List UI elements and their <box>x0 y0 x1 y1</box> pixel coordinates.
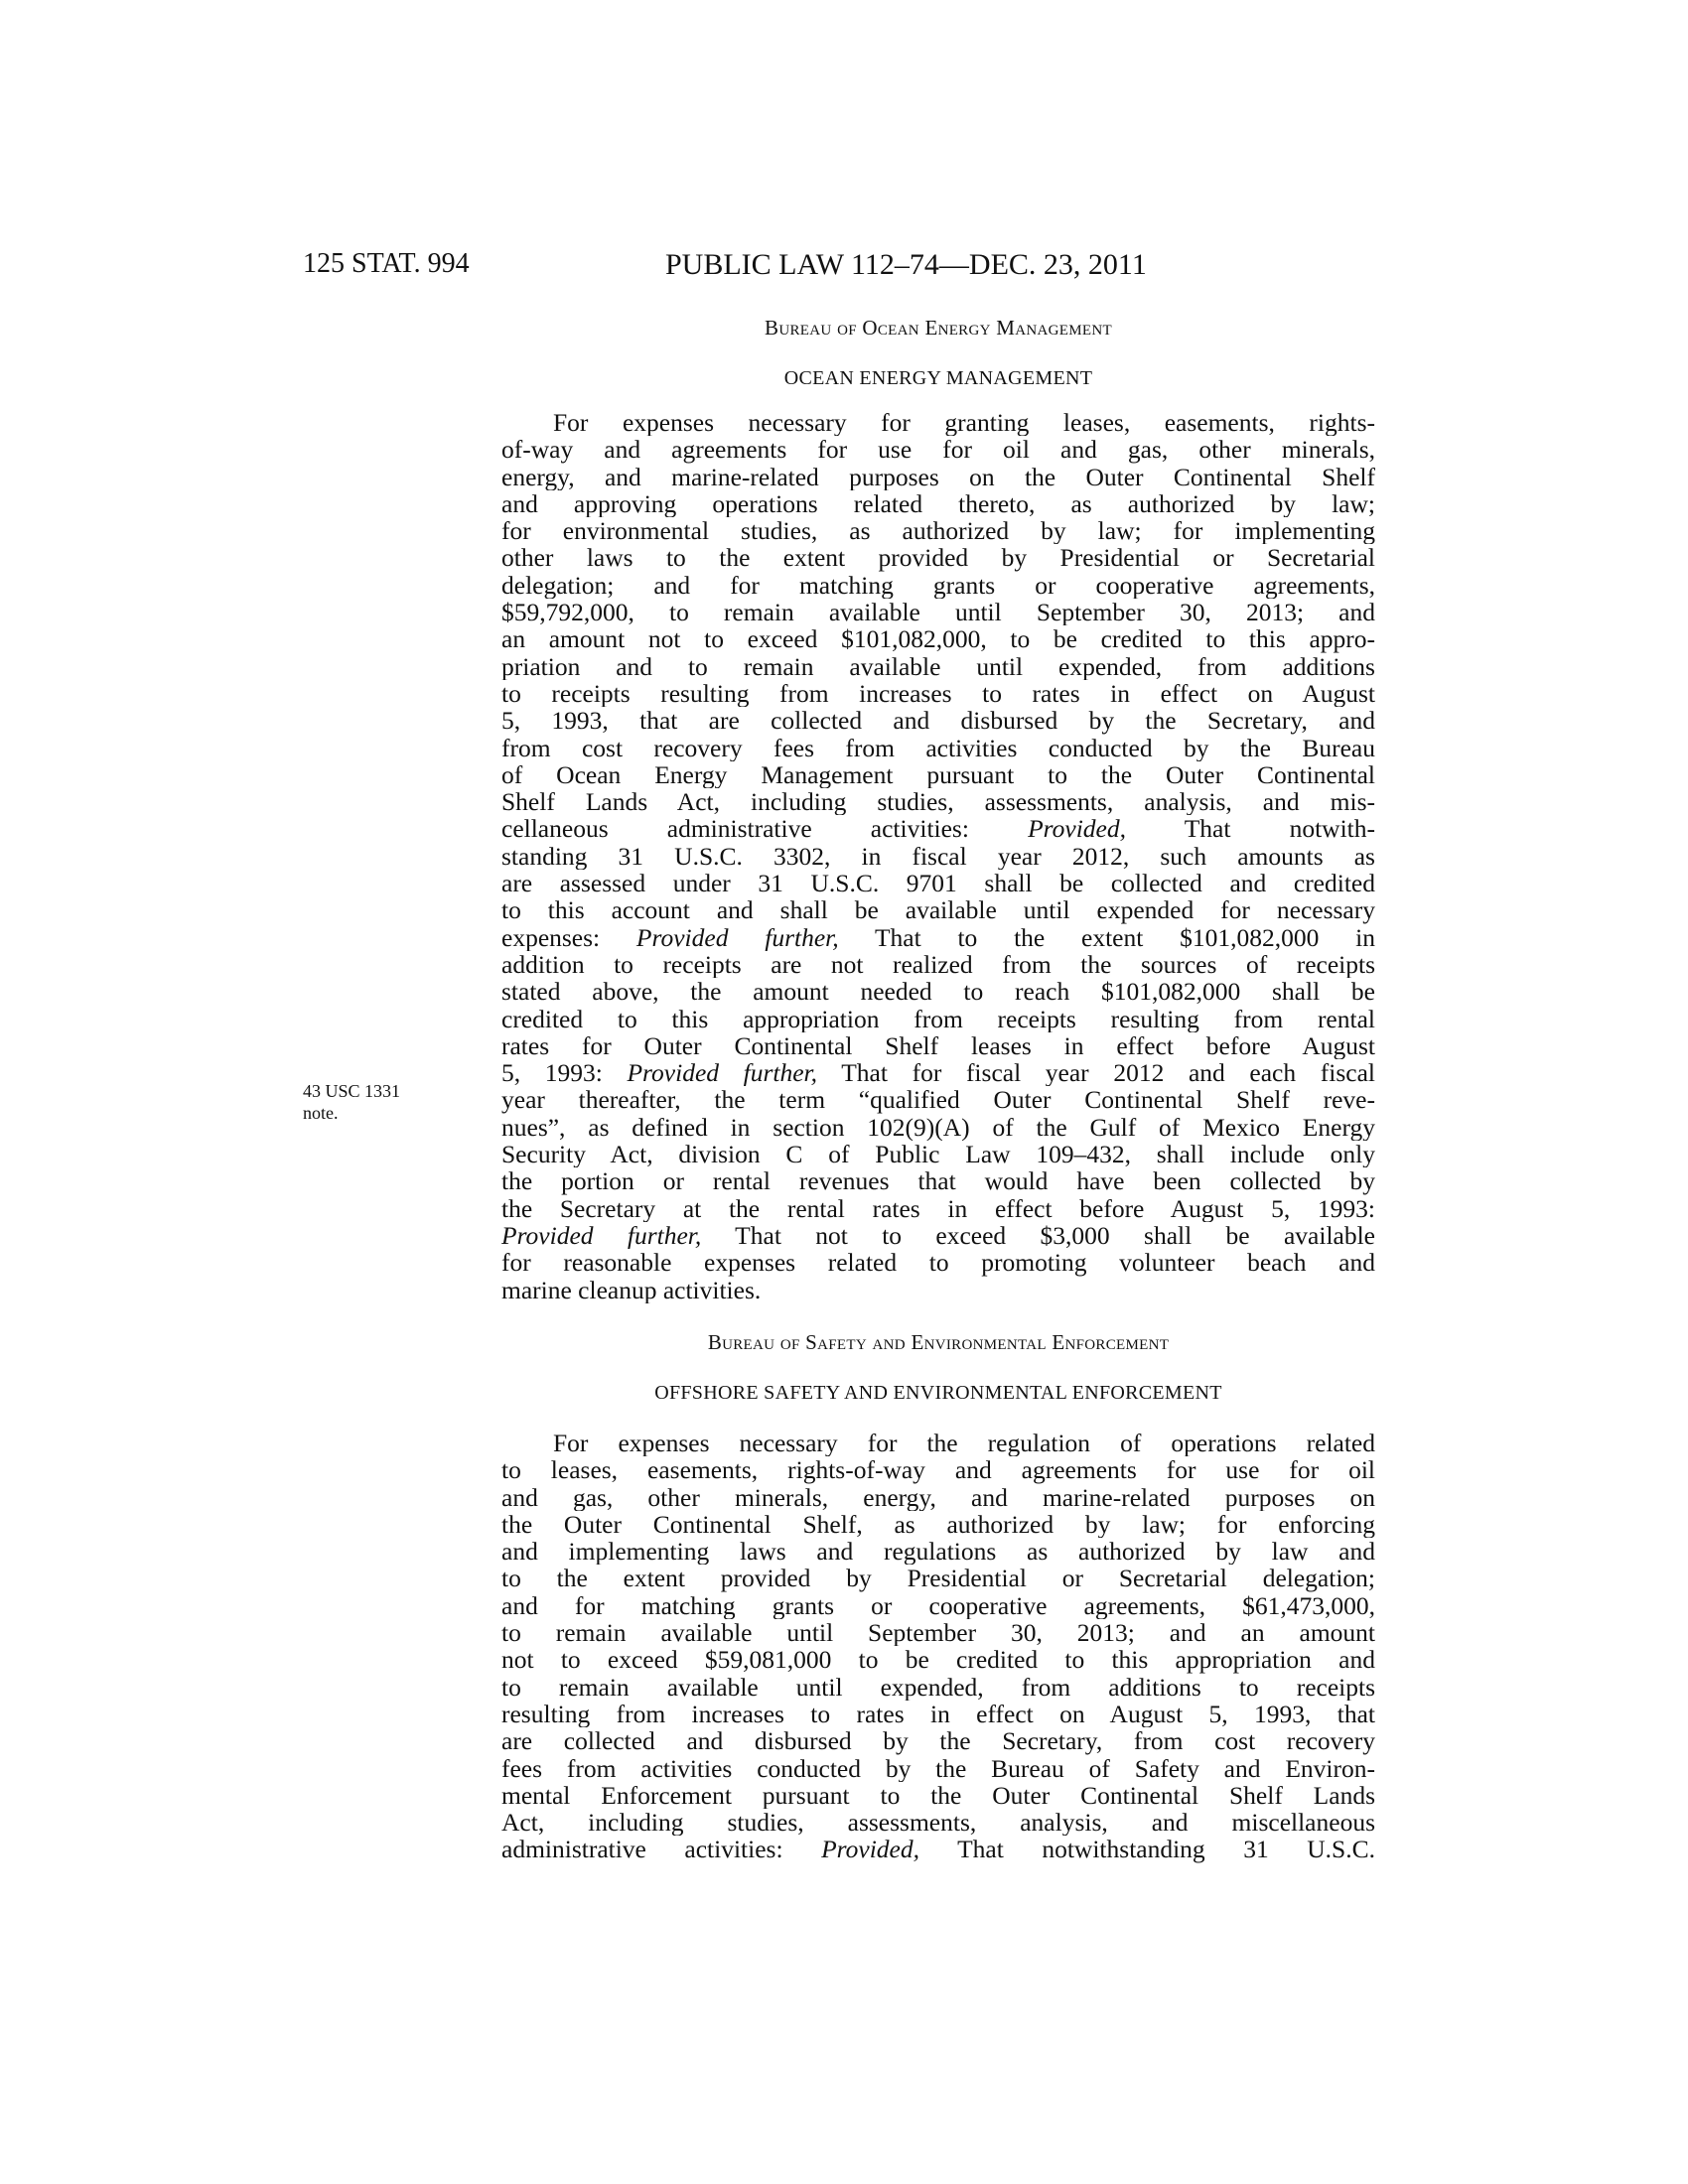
margin-citation <box>303 1080 400 1124</box>
text-line: priation and to remain available until expended, from additions <box>501 652 1375 680</box>
provided-term: Provided, <box>821 1836 919 1863</box>
text-line: are collected and disbursed by the Secretary, from cost recovery <box>501 1727 1375 1755</box>
text-line: for environmental studies, as authorized by law; for implementing <box>501 517 1375 545</box>
margin-citation-line: note. <box>303 1103 339 1123</box>
text-line <box>501 924 1375 951</box>
text-line: not to exceed $59,081,000 to be credited to this appropriation and <box>501 1646 1375 1674</box>
text-line: year thereafter, the term “qualified Outer Continental Shelf reve- <box>501 1086 1375 1114</box>
text-line: mental Enforcement pursuant to the Outer Continental Shelf Lands <box>501 1781 1375 1810</box>
text-segment: 5, 1993: <box>501 1059 628 1087</box>
text-line: 5, 1993, that are collected and disbursed by the Secretary, and <box>501 707 1375 735</box>
text-line: and approving operations related thereto, as authorized by law; <box>501 489 1375 518</box>
text-line: rates for Outer Continental Shelf leases in effect before August <box>501 1031 1375 1060</box>
text-line: energy, and marine-related purposes on the Outer Continental Shelf <box>501 463 1375 490</box>
text-segment: That to the extent $101,082,000 in <box>838 923 1375 951</box>
text-line: and implementing laws and regulations as authorized by law and <box>501 1538 1375 1566</box>
text-line <box>501 1059 1375 1086</box>
text-line <box>501 1222 1375 1249</box>
text-line: the Outer Continental Shelf, as authorized by law; for enforcing <box>501 1510 1375 1539</box>
text-line: Act, including studies, assessments, analysis, and miscellaneous <box>501 1809 1375 1837</box>
text-segment: administrative activities: <box>501 1836 822 1863</box>
text-line: to this account and shall be available until expended for necessary <box>501 896 1375 924</box>
bureau-heading-safety-enforcement: Bureau of Safety and Environmental Enforcement <box>707 1330 1170 1354</box>
text-line: an amount not to exceed $101,082,000, to be credited to this appro- <box>501 625 1375 653</box>
text-line: the portion or rental revenues that would have been collected by <box>501 1167 1375 1195</box>
account-heading-safety-enforcement: OFFSHORE SAFETY AND ENVIRONMENTAL ENFORCEMENT <box>654 1382 1222 1404</box>
text-line: to remain available until September 30, 2013; and an amount <box>501 1619 1375 1647</box>
text-line: other laws to the extent provided by Presidential or Secretarial <box>501 544 1375 572</box>
text-line: and for matching grants or cooperative agreements, $61,473,000, <box>501 1591 1375 1620</box>
text-line: fees from activities conducted by the Bureau of Safety and Environ- <box>501 1754 1375 1782</box>
text-line: marine cleanup activities. <box>501 1276 762 1303</box>
text-line: from cost recovery fees from activities conducted by the Bureau <box>501 734 1375 761</box>
text-line: of-way and agreements for use for oil and gas, other minerals, <box>501 436 1375 464</box>
account-heading-ocean-energy: OCEAN ENERGY MANAGEMENT <box>783 367 1093 389</box>
text-line: of Ocean Energy Management pursuant to the Outer Continental <box>501 760 1375 789</box>
text-line: stated above, the amount needed to reach $101,082,000 shall be <box>501 978 1375 1006</box>
text-line: for reasonable expenses related to promoting volunteer beach and <box>501 1249 1375 1277</box>
section1-paragraph <box>501 409 1375 1303</box>
text-line: to receipts resulting from increases to rates in effect on August <box>501 679 1375 708</box>
text-segment: expenses: <box>501 923 636 951</box>
text-line: For expenses necessary for granting leases, easements, rights- <box>553 409 1375 437</box>
text-line: are assessed under 31 U.S.C. 9701 shall be collected and credited <box>501 870 1375 897</box>
text-line: to the extent provided by Presidential or Secretarial delegation; <box>501 1565 1375 1592</box>
text-line: standing 31 U.S.C. 3302, in fiscal year 2012, such amounts as <box>501 842 1375 871</box>
bureau-heading-ocean-energy: Bureau of Ocean Energy Management <box>765 316 1112 340</box>
text-line: the Secretary at the rental rates in effect before August 5, 1993: <box>501 1194 1375 1222</box>
section2-paragraph <box>501 1430 1375 1863</box>
text-line: Security Act, division C of Public Law 109–432, shall include only <box>501 1141 1375 1168</box>
provided-term: Provided, <box>1028 815 1126 843</box>
page-reference: 125 STAT. 994 <box>303 248 470 279</box>
text-line: credited to this appropriation from receipts resulting from rental <box>501 1005 1375 1032</box>
text-segment: That notwithstanding 31 U.S.C. <box>919 1836 1375 1863</box>
margin-citation-line: 43 USC 1331 <box>303 1081 401 1101</box>
text-line: addition to receipts are not realized from the sources of receipts <box>501 950 1375 979</box>
text-segment: That for fiscal year 2012 and each fiscal <box>817 1059 1375 1087</box>
text-line: Shelf Lands Act, including studies, assessments, analysis, and mis- <box>501 788 1375 816</box>
text-line <box>501 815 1375 842</box>
provided-further-term: Provided further, <box>501 1221 702 1250</box>
text-line: resulting from increases to rates in effect on August 5, 1993, that <box>501 1700 1375 1728</box>
text-line: to remain available until expended, from additions to receipts <box>501 1673 1375 1701</box>
provided-further-term: Provided further, <box>635 923 839 951</box>
text-line: to leases, easements, rights-of-way and agreements for use for oil <box>501 1456 1375 1484</box>
text-segment: That notwith- <box>1126 815 1375 843</box>
running-title: PUBLIC LAW 112–74—DEC. 23, 2011 <box>665 248 1147 281</box>
text-line <box>501 1836 1375 1862</box>
text-line: and gas, other minerals, energy, and marine-related purposes on <box>501 1483 1375 1511</box>
text-segment: cellaneous administrative activities: <box>501 815 1029 843</box>
text-line: nues”, as defined in section 102(9)(A) of the Gulf of Mexico Energy <box>501 1113 1375 1142</box>
text-line: For expenses necessary for the regulation of operations related <box>553 1430 1375 1457</box>
text-segment: That not to exceed $3,000 shall be available <box>701 1221 1375 1250</box>
text-line: delegation; and for matching grants or cooperative agreements, <box>501 571 1375 600</box>
provided-further-term: Provided further, <box>627 1059 818 1087</box>
text-line: $59,792,000, to remain available until September 30, 2013; and <box>501 599 1375 626</box>
